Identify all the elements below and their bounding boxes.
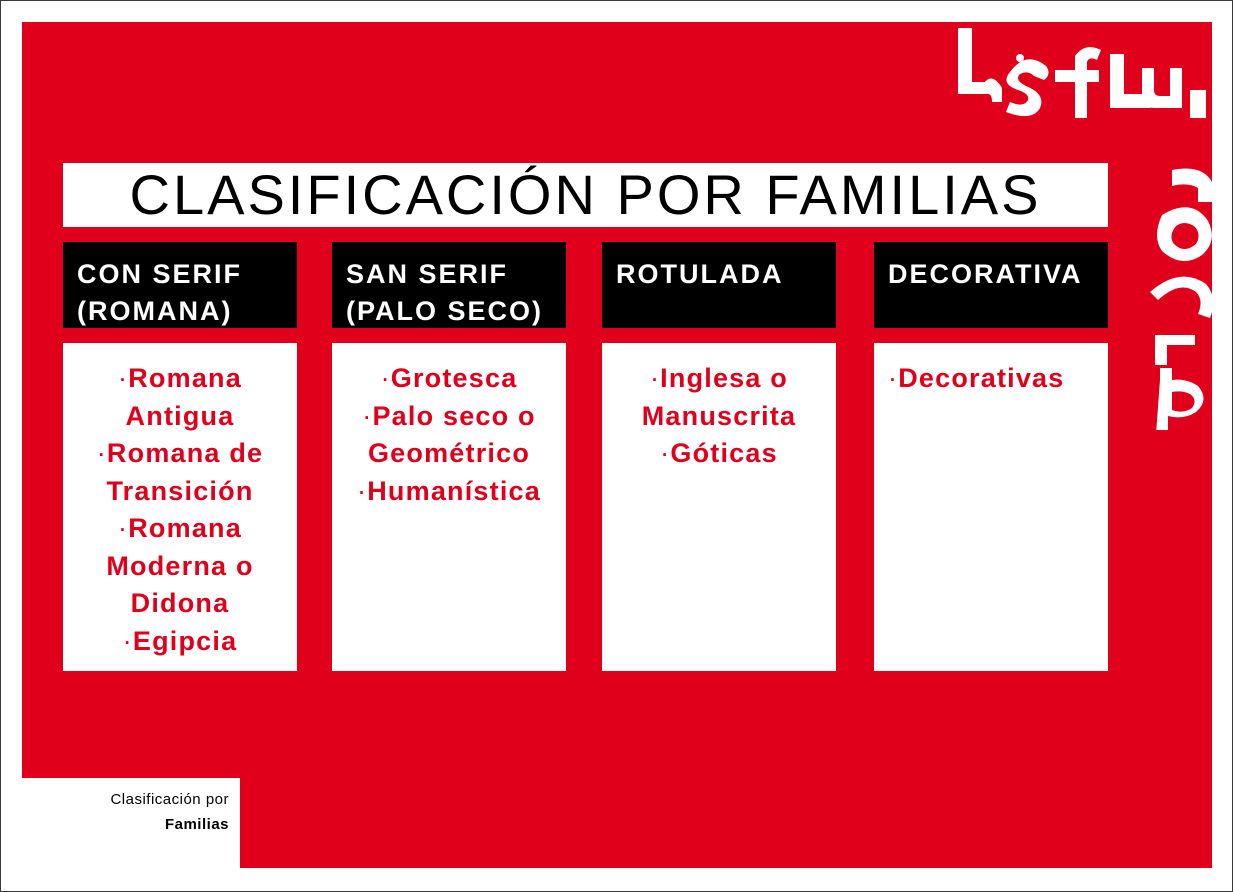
column-header-line: DECORATIVA — [888, 259, 1083, 289]
family-list — [63, 360, 297, 660]
family-item: · Romana Moderna o Didona — [63, 510, 297, 623]
column-header-san-serif — [332, 242, 566, 328]
column-header-rotulada — [602, 242, 836, 328]
column-body-san-serif — [332, 343, 566, 671]
family-list — [874, 360, 1108, 398]
family-list — [332, 360, 566, 510]
column-header-line: CON SERIF — [77, 259, 243, 289]
family-list — [602, 360, 836, 473]
title-box — [63, 163, 1108, 227]
family-item: · Palo seco o Geométrico — [332, 398, 566, 473]
column-header-line: SAN SERIF — [346, 259, 509, 289]
family-item: · Romana de Transición — [63, 435, 297, 510]
column-header-line: (PALO SECO) — [346, 296, 543, 326]
caption-text: Clasificación por — [110, 791, 229, 808]
column-body-rotulada — [602, 343, 836, 671]
column-body-con-serif — [63, 343, 297, 671]
family-item: · Inglesa o Manuscrita — [602, 360, 836, 435]
family-item: · Humanística — [332, 473, 566, 511]
column-header-con-serif — [63, 242, 297, 328]
column-header-decorativa — [874, 242, 1108, 328]
column-body-decorativa — [874, 343, 1108, 671]
column-header-line: ROTULADA — [616, 259, 784, 289]
caption-box — [22, 778, 240, 868]
family-item: · Grotesca — [332, 360, 566, 398]
caption-subtitle: Familias — [164, 816, 229, 833]
family-item: · Decorativas — [874, 360, 1108, 398]
family-item: · Góticas — [602, 435, 836, 473]
family-item: · Romana Antigua — [63, 360, 297, 435]
page-title: CLASIFICACIÓN POR FAMILIAS — [129, 163, 1042, 226]
family-item: · Egipcia — [63, 623, 297, 661]
column-header-line: (ROMANA) — [77, 296, 233, 326]
